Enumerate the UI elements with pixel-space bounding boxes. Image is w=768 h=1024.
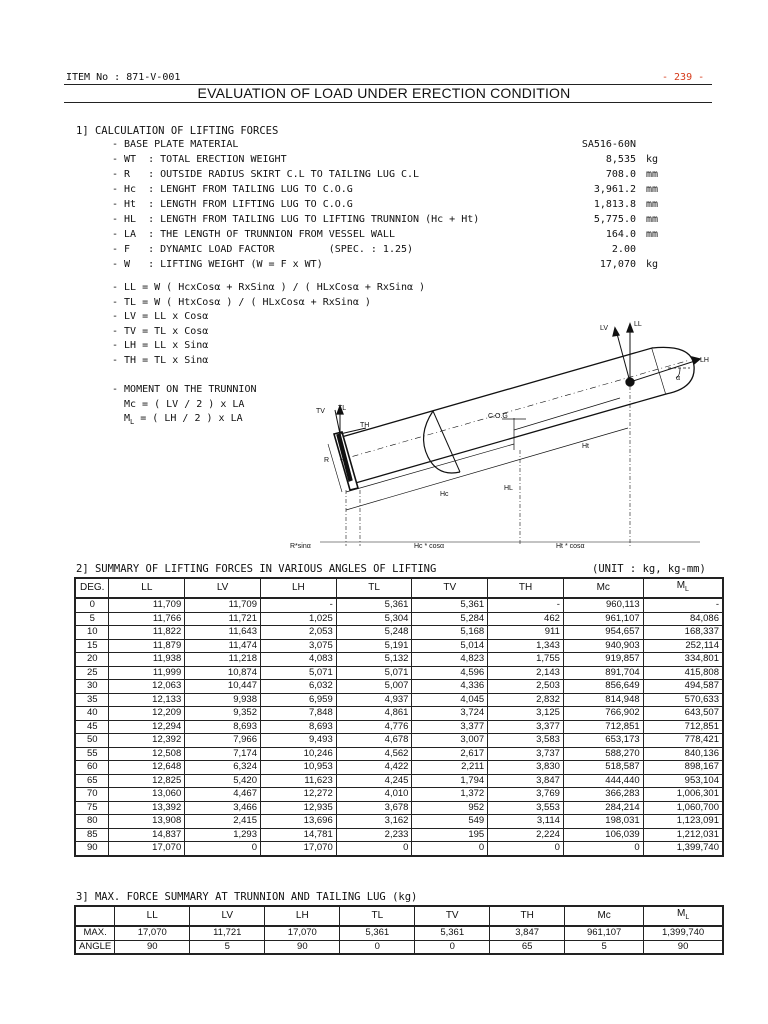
table-row [75, 666, 723, 680]
table-cell: 12,648 [109, 761, 185, 775]
param-value: 8,535 [605, 154, 636, 165]
column-header: TL [336, 578, 412, 598]
table-cell: 1,293 [185, 828, 261, 842]
table-cell: 85 [75, 828, 109, 842]
table-cell: 961,107 [565, 926, 644, 940]
table-cell: 90 [265, 940, 340, 954]
label-ll: LL [634, 321, 642, 328]
table-cell: 6,959 [260, 693, 336, 707]
table-cell: 5,361 [415, 926, 490, 940]
table-cell: 10,874 [185, 666, 261, 680]
column-header: $M_L$ [643, 578, 723, 598]
table-cell: 643,507 [643, 707, 723, 721]
table-cell: 15 [75, 639, 109, 653]
formula-line: - LL = W ( HcxCosα + RxSinα ) / ( HLxCosα + RxSinα ) [112, 282, 426, 293]
table-cell: 7,174 [185, 747, 261, 761]
table-cell: 3,830 [488, 761, 564, 775]
table-cell: 0 [563, 842, 643, 856]
table-cell: 252,114 [643, 639, 723, 653]
table-cell: 13,060 [109, 788, 185, 802]
label-rsin: R*sinα [290, 543, 311, 550]
table-cell: 588,270 [563, 747, 643, 761]
column-header: LH [265, 906, 340, 926]
table-cell: 5,361 [412, 598, 488, 612]
section1-heading: 1] CALCULATION OF LIFTING FORCES [76, 125, 279, 137]
table-cell: 3,847 [490, 926, 565, 940]
table-cell: 4,422 [336, 761, 412, 775]
table-cell: 1,399,740 [644, 926, 723, 940]
label-hc: Hc [440, 491, 449, 498]
table-cell: 4,245 [336, 774, 412, 788]
table-cell: 12,209 [109, 707, 185, 721]
table-cell: 11,999 [109, 666, 185, 680]
table-cell: 13,392 [109, 801, 185, 815]
column-header: Mc [565, 906, 644, 926]
table-cell: 45 [75, 720, 109, 734]
table-cell: 2,211 [412, 761, 488, 775]
table-cell: 518,587 [563, 761, 643, 775]
table-cell: 3,114 [488, 815, 564, 829]
param-label: - R : OUTSIDE RADIUS SKIRT C.L TO TAILING LUG C.L [112, 169, 420, 180]
table-cell: 5 [565, 940, 644, 954]
table-cell: 4,010 [336, 788, 412, 802]
table-cell: 953,104 [643, 774, 723, 788]
table-cell: 7,848 [260, 707, 336, 721]
table-cell: 12,063 [109, 680, 185, 694]
column-header: LV [190, 906, 265, 926]
table-cell: 12,825 [109, 774, 185, 788]
page-number: - 239 - [662, 72, 705, 83]
table-row [75, 801, 723, 815]
table-row [75, 598, 723, 612]
table-cell: ANGLE [75, 940, 115, 954]
table-cell: 11,623 [260, 774, 336, 788]
table-cell: 3,583 [488, 734, 564, 748]
table-cell: 712,851 [643, 720, 723, 734]
table-cell: 11,218 [185, 653, 261, 667]
vessel-lifting-diagram [280, 310, 720, 555]
table-cell: 919,857 [563, 653, 643, 667]
table-cell: 366,283 [563, 788, 643, 802]
table-cell: 0 [340, 940, 415, 954]
table-cell: 168,337 [643, 626, 723, 640]
label-r: R [324, 457, 330, 464]
table-cell: 898,167 [643, 761, 723, 775]
param-label: - HL : LENGTH FROM TAILING LUG TO LIFTING TRUNNION (Hc + Ht) [112, 214, 480, 225]
table-cell: 3,377 [412, 720, 488, 734]
table-row [75, 734, 723, 748]
table-cell: 70 [75, 788, 109, 802]
param-value: 1,813.8 [593, 199, 636, 210]
table-cell: 3,553 [488, 801, 564, 815]
table-cell: 3,162 [336, 815, 412, 829]
table-cell: 198,031 [563, 815, 643, 829]
table-cell: 10 [75, 626, 109, 640]
table-cell: 75 [75, 801, 109, 815]
table-cell: 17,070 [260, 842, 336, 856]
table-cell: 17,070 [115, 926, 190, 940]
table-cell: 3,007 [412, 734, 488, 748]
table-cell: 2,224 [488, 828, 564, 842]
label-alpha: α [676, 375, 681, 382]
table-cell: 11,879 [109, 639, 185, 653]
table-cell: 4,823 [412, 653, 488, 667]
table-cell: 25 [75, 666, 109, 680]
table-cell: 3,847 [488, 774, 564, 788]
param-unit: mm [646, 184, 659, 195]
formula-line: - TV = TL x Cosα [112, 325, 209, 337]
table-cell: 954,657 [563, 626, 643, 640]
table-cell: 5,168 [412, 626, 488, 640]
table-cell: 2,617 [412, 747, 488, 761]
table-cell: 12,935 [260, 801, 336, 815]
table-cell: 5,071 [336, 666, 412, 680]
table-row [75, 788, 723, 802]
table-cell: 814,948 [563, 693, 643, 707]
table-cell: 5,248 [336, 626, 412, 640]
label-htcos: Ht * cosα [556, 543, 585, 550]
table-cell: 1,343 [488, 639, 564, 653]
table-cell: 195 [412, 828, 488, 842]
table-cell: 334,801 [643, 653, 723, 667]
label-lh: LH [700, 357, 709, 364]
table-cell: 940,903 [563, 639, 643, 653]
table-cell: 14,837 [109, 828, 185, 842]
table-cell: 891,704 [563, 666, 643, 680]
table-cell: 653,173 [563, 734, 643, 748]
table-cell: 1,794 [412, 774, 488, 788]
table-cell: 2,233 [336, 828, 412, 842]
table-cell: 2,053 [260, 626, 336, 640]
table-cell: 0 [488, 842, 564, 856]
table-cell: 3,377 [488, 720, 564, 734]
table-cell: 2,503 [488, 680, 564, 694]
param-unit: mm [646, 169, 659, 180]
column-header: TV [415, 906, 490, 926]
formula-line: - TL = W ( HtxCosα ) / ( HLxCosα + RxSinα ) [112, 296, 371, 308]
table-cell: 10,953 [260, 761, 336, 775]
table-cell: 2,143 [488, 666, 564, 680]
table-cell: 0 [412, 842, 488, 856]
table-cell: 5,014 [412, 639, 488, 653]
table-cell: 5 [75, 612, 109, 626]
summary-table [74, 577, 724, 857]
table-cell: 549 [412, 815, 488, 829]
table-cell: 494,587 [643, 680, 723, 694]
column-header: LL [115, 906, 190, 926]
table-row [75, 639, 723, 653]
table-cell: 14,781 [260, 828, 336, 842]
table-cell: 13,696 [260, 815, 336, 829]
table-row [75, 653, 723, 667]
table-cell: 444,440 [563, 774, 643, 788]
table-cell: 3,678 [336, 801, 412, 815]
column-header: DEG. [75, 578, 109, 598]
table-cell: 2,832 [488, 693, 564, 707]
table-cell: 17,070 [265, 926, 340, 940]
table-row [75, 693, 723, 707]
table-cell: 1,755 [488, 653, 564, 667]
table-cell: 0 [336, 842, 412, 856]
table-cell: 4,937 [336, 693, 412, 707]
table-cell: 0 [415, 940, 490, 954]
label-tl: TL [338, 405, 347, 412]
param-label: - WT : TOTAL ERECTION WEIGHT [112, 154, 287, 165]
table-cell: 9,493 [260, 734, 336, 748]
table-cell: 712,851 [563, 720, 643, 734]
table-cell: MAX. [75, 926, 115, 940]
column-header: Mc [563, 578, 643, 598]
table-cell: 13,908 [109, 815, 185, 829]
table-cell: 415,808 [643, 666, 723, 680]
param-label: - Hc : LENGHT FROM TAILING LUG TO C.O.G [112, 184, 353, 195]
table-cell: 12,508 [109, 747, 185, 761]
label-th: TH [360, 422, 370, 429]
table-cell: 65 [75, 774, 109, 788]
table-cell: 10,246 [260, 747, 336, 761]
section3-heading: 3] MAX. FORCE SUMMARY AT TRUNNION AND TAILING LUG (kg) [76, 891, 418, 903]
table-cell: - [260, 598, 336, 612]
table-row [75, 707, 723, 721]
table-cell: 1,123,091 [643, 815, 723, 829]
table-header-row [75, 906, 723, 926]
table-cell: 952 [412, 801, 488, 815]
label-hl: HL [504, 485, 513, 492]
label-lv: LV [600, 325, 609, 332]
table-row [75, 680, 723, 694]
table-cell: 4,336 [412, 680, 488, 694]
table-cell: 5,304 [336, 612, 412, 626]
table-header-row [75, 578, 723, 598]
table-row [75, 720, 723, 734]
formula-line: - LH = LL x Sinα [112, 340, 209, 351]
table-cell: 961,107 [563, 612, 643, 626]
table-cell: 5 [190, 940, 265, 954]
table-cell: 1,060,700 [643, 801, 723, 815]
param-value: 708.0 [605, 169, 636, 180]
table-cell: 5,191 [336, 639, 412, 653]
table-cell: 4,083 [260, 653, 336, 667]
table-cell: 5,071 [260, 666, 336, 680]
table-cell: 960,113 [563, 598, 643, 612]
table-cell: 766,902 [563, 707, 643, 721]
label-hccos: Hc * cosα [414, 543, 445, 550]
moment-mc: Mc = ( LV / 2 ) x LA [124, 399, 245, 410]
table-cell: 2,415 [185, 815, 261, 829]
table-cell: 1,006,301 [643, 788, 723, 802]
table-row [75, 774, 723, 788]
table-cell: 11,709 [109, 598, 185, 612]
column-header: TH [488, 578, 564, 598]
table-cell: 7,966 [185, 734, 261, 748]
table-cell: 6,032 [260, 680, 336, 694]
param-value: 5,775.0 [593, 214, 636, 225]
table-cell: 40 [75, 707, 109, 721]
table-cell: 911 [488, 626, 564, 640]
param-unit: kg [646, 259, 659, 270]
table-cell: 5,420 [185, 774, 261, 788]
table-cell: 11,709 [185, 598, 261, 612]
table-cell: 570,633 [643, 693, 723, 707]
table-cell: 4,678 [336, 734, 412, 748]
param-value: 17,070 [599, 259, 636, 270]
table-row [75, 761, 723, 775]
item-number: ITEM No : 871-V-001 [66, 72, 181, 83]
label-tv: TV [316, 408, 325, 415]
param-label: - W : LIFTING WEIGHT (W = F x WT) [112, 259, 323, 270]
moment-heading: - MOMENT ON THE TRUNNION [112, 384, 257, 395]
column-header: LH [260, 578, 336, 598]
table-cell: 106,039 [563, 828, 643, 842]
table-cell: 3,737 [488, 747, 564, 761]
table-cell: 1,372 [412, 788, 488, 802]
column-header [75, 906, 115, 926]
table-cell: 1,399,740 [643, 842, 723, 856]
table-row [75, 626, 723, 640]
moment-ml: $M_L$ = ( LH / 2 ) x LA [124, 413, 243, 426]
table-cell: 12,133 [109, 693, 185, 707]
column-header: TV [412, 578, 488, 598]
table-cell: 5,132 [336, 653, 412, 667]
table-cell: 9,938 [185, 693, 261, 707]
table-row [75, 940, 723, 954]
table-cell: 11,766 [109, 612, 185, 626]
param-value: 2.00 [611, 244, 636, 255]
table-cell: 462 [488, 612, 564, 626]
param-unit: mm [646, 199, 659, 210]
column-header: $M_L$ [644, 906, 723, 926]
table-cell: 17,070 [109, 842, 185, 856]
table-cell: 55 [75, 747, 109, 761]
table-cell: 9,352 [185, 707, 261, 721]
table-cell: 50 [75, 734, 109, 748]
table-cell: 856,649 [563, 680, 643, 694]
table-row [75, 747, 723, 761]
param-unit: mm [646, 229, 659, 240]
table-cell: 12,392 [109, 734, 185, 748]
table-cell: 4,045 [412, 693, 488, 707]
table-cell: 0 [75, 598, 109, 612]
table-row [75, 926, 723, 940]
param-label: - BASE PLATE MATERIAL [112, 139, 239, 150]
table-cell: 10,447 [185, 680, 261, 694]
table-cell: 1,212,031 [643, 828, 723, 842]
table-cell: 11,643 [185, 626, 261, 640]
table-cell: 3,075 [260, 639, 336, 653]
table-cell: 4,861 [336, 707, 412, 721]
label-cog: C.O.G [488, 413, 508, 420]
table-cell: 4,776 [336, 720, 412, 734]
param-label: - F : DYNAMIC LOAD FACTOR (SPEC. : 1.25) [112, 244, 414, 255]
table-cell: 5,361 [340, 926, 415, 940]
table-cell: 12,294 [109, 720, 185, 734]
table-cell: 11,474 [185, 639, 261, 653]
table-row [75, 842, 723, 856]
section2-heading: 2] SUMMARY OF LIFTING FORCES IN VARIOUS ANGLES OF LIFTING [76, 563, 437, 575]
page-title: EVALUATION OF LOAD UNDER ERECTION CONDITION [197, 85, 571, 101]
table-cell: 6,324 [185, 761, 261, 775]
table-cell: 4,596 [412, 666, 488, 680]
label-ht: Ht [582, 443, 589, 450]
table-cell: 3,769 [488, 788, 564, 802]
table-cell: 12,272 [260, 788, 336, 802]
formula-line: - TH = TL x Sinα [112, 354, 209, 366]
table-cell: 8,693 [185, 720, 261, 734]
table-cell: 3,724 [412, 707, 488, 721]
param-value: 3,961.2 [593, 184, 636, 195]
param-value: 164.0 [605, 229, 636, 240]
param-value: SA516-60N [581, 139, 636, 150]
table-cell: 90 [115, 940, 190, 954]
table-cell: 11,721 [190, 926, 265, 940]
max-table [74, 905, 724, 955]
formula-line: - LV = LL x Cosα [112, 311, 209, 322]
column-header: LV [185, 578, 261, 598]
table-cell: - [488, 598, 564, 612]
table-cell: 778,421 [643, 734, 723, 748]
column-header: TH [490, 906, 565, 926]
table-cell: 30 [75, 680, 109, 694]
param-unit: kg [646, 154, 659, 165]
table-cell: 4,562 [336, 747, 412, 761]
table-row [75, 815, 723, 829]
table-cell: 11,822 [109, 626, 185, 640]
table-cell: 84,086 [643, 612, 723, 626]
table-cell: 4,467 [185, 788, 261, 802]
param-unit: mm [646, 214, 659, 225]
table-cell: 284,214 [563, 801, 643, 815]
table-cell: 1,025 [260, 612, 336, 626]
table-cell: 80 [75, 815, 109, 829]
param-label: - LA : THE LENGTH OF TRUNNION FROM VESSEL WALL [112, 229, 395, 240]
title-rule [64, 102, 712, 103]
table-cell: 5,284 [412, 612, 488, 626]
table-cell: 11,721 [185, 612, 261, 626]
table-cell: 3,466 [185, 801, 261, 815]
table-cell: 90 [75, 842, 109, 856]
table-cell: 8,693 [260, 720, 336, 734]
table-cell: 5,361 [336, 598, 412, 612]
table-cell: 11,938 [109, 653, 185, 667]
table-cell: 0 [185, 842, 261, 856]
table-cell: 35 [75, 693, 109, 707]
table-cell: 3,125 [488, 707, 564, 721]
table-cell: 60 [75, 761, 109, 775]
table-cell: 5,007 [336, 680, 412, 694]
column-header: TL [340, 906, 415, 926]
table-cell: 840,136 [643, 747, 723, 761]
table-cell: 65 [490, 940, 565, 954]
table-cell: 90 [644, 940, 723, 954]
table-cell: - [643, 598, 723, 612]
table-cell: 20 [75, 653, 109, 667]
table-row [75, 612, 723, 626]
table-row [75, 828, 723, 842]
unit-note: (UNIT : kg, kg-mm) [592, 563, 706, 575]
param-label: - Ht : LENGTH FROM LIFTING LUG TO C.O.G [112, 199, 353, 210]
column-header: LL [109, 578, 185, 598]
